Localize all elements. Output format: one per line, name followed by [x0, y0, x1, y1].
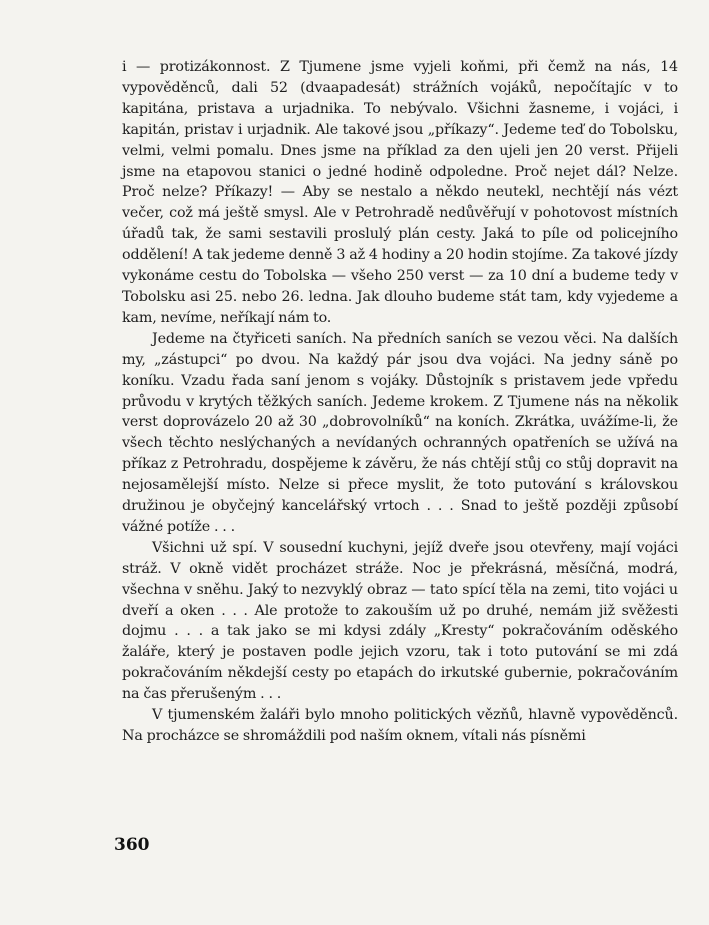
paragraph-3: Všichni už spí. V sousední kuchyni, jejíž dveře jsou otevřeny, mají vojáci stráž. V okně vidět procházet stráže. Noc je překrásná, měsíčná, modrá, všechna v sněhu. Jaký to nezvyklý obraz — tato spící těla na zemi, tito vojáci u dveří a oken . . . Ale protože to zakouším už po druhé, nemám již svěžesti dojmu . . . a tak jako se mi kdysi zdály „Kresty“ pokračováním oděského žaláře, který je postaven podle jejich vzoru, tak i toto putování se mi zdá pokračováním někdejší cesty po etapách do irkutské gubernie, pokračováním na čas přerušeným . . . [122, 539, 678, 703]
page-number: 360 [114, 835, 150, 855]
paragraph-4: V tjumenském žaláři bylo mnoho politických vězňů, hlavně vypověděnců. Na procházce se shromáždili pod naším oknem, vítali nás písněmi [122, 707, 678, 744]
page-body-text [122, 57, 678, 747]
paragraph-2: Jedeme na čtyřiceti saních. Na předních saních se vezou věci. Na dalších my, „zástupci“ po dvou. Na každý pár jsou dva vojáci. Na jedny sáně po koníku. Vzadu řada saní jenom s vojáky. Důstojník s pristavem jede vpředu průvodu v krytých těžkých saních. Jedeme krokem. Z Tjumene nás na několik verst doprovázelo 20 až 30 „dobrovolníků“ na koních. Zkrátka, uvážíme-li, že všech těchto neslýchaných a nevídaných ochranných opatřeních se užívá na příkaz z Petrohradu, dospějeme k závěru, že nás chtějí stůj co stůj dopravit na nejosamělejší místo. Nelze si přece myslit, že toto putování s královskou družinou je obyčejný kancelářský vrtoch . . . Snad to ještě později způsobí vážné potíže . . . [122, 330, 678, 535]
paragraph-1: i — protizákonnost. Z Tjumene jsme vyjeli koňmi, při čemž na nás, 14 vypověděnců, dali 52 (dvaapadesát) strážních vojáků, nepočítajíc v to kapitána, pristava a urjadnika. To nebývalo. Všichni žasneme, i vojáci, i kapitán, pristav i urjadnik. Ale takové jsou „příkazy“. Jedeme teď do Tobolsku, velmi, velmi pomalu. Dnes jsme na příklad za den ujeli jen 20 verst. Přijeli jsme na etapovou stanici o jedné hodině odpoledne. Proč nejet dál? Nelze. Proč nelze? Příkazy! — Aby se nestalo a někdo neutekl, nechtějí nás vézt večer, což má ještě smysl. Ale v Petrohradě nedůvěřují v pohotovost místních úřadů tak, že sami sestavili proslulý plán cesty. Jaká to píle od policejního oddělení! A tak jedeme denně 3 až 4 hodiny a 20 hodin stojíme. Za takové jízdy vykonáme cestu do Tobolska — všeho 250 verst — za 10 dní a budeme tedy v Tobolsku asi 25. nebo 26. ledna. Jak dlouho budeme stát tam, kdy vyjedeme a kam, nevíme, neříkají nám to. [122, 59, 678, 326]
